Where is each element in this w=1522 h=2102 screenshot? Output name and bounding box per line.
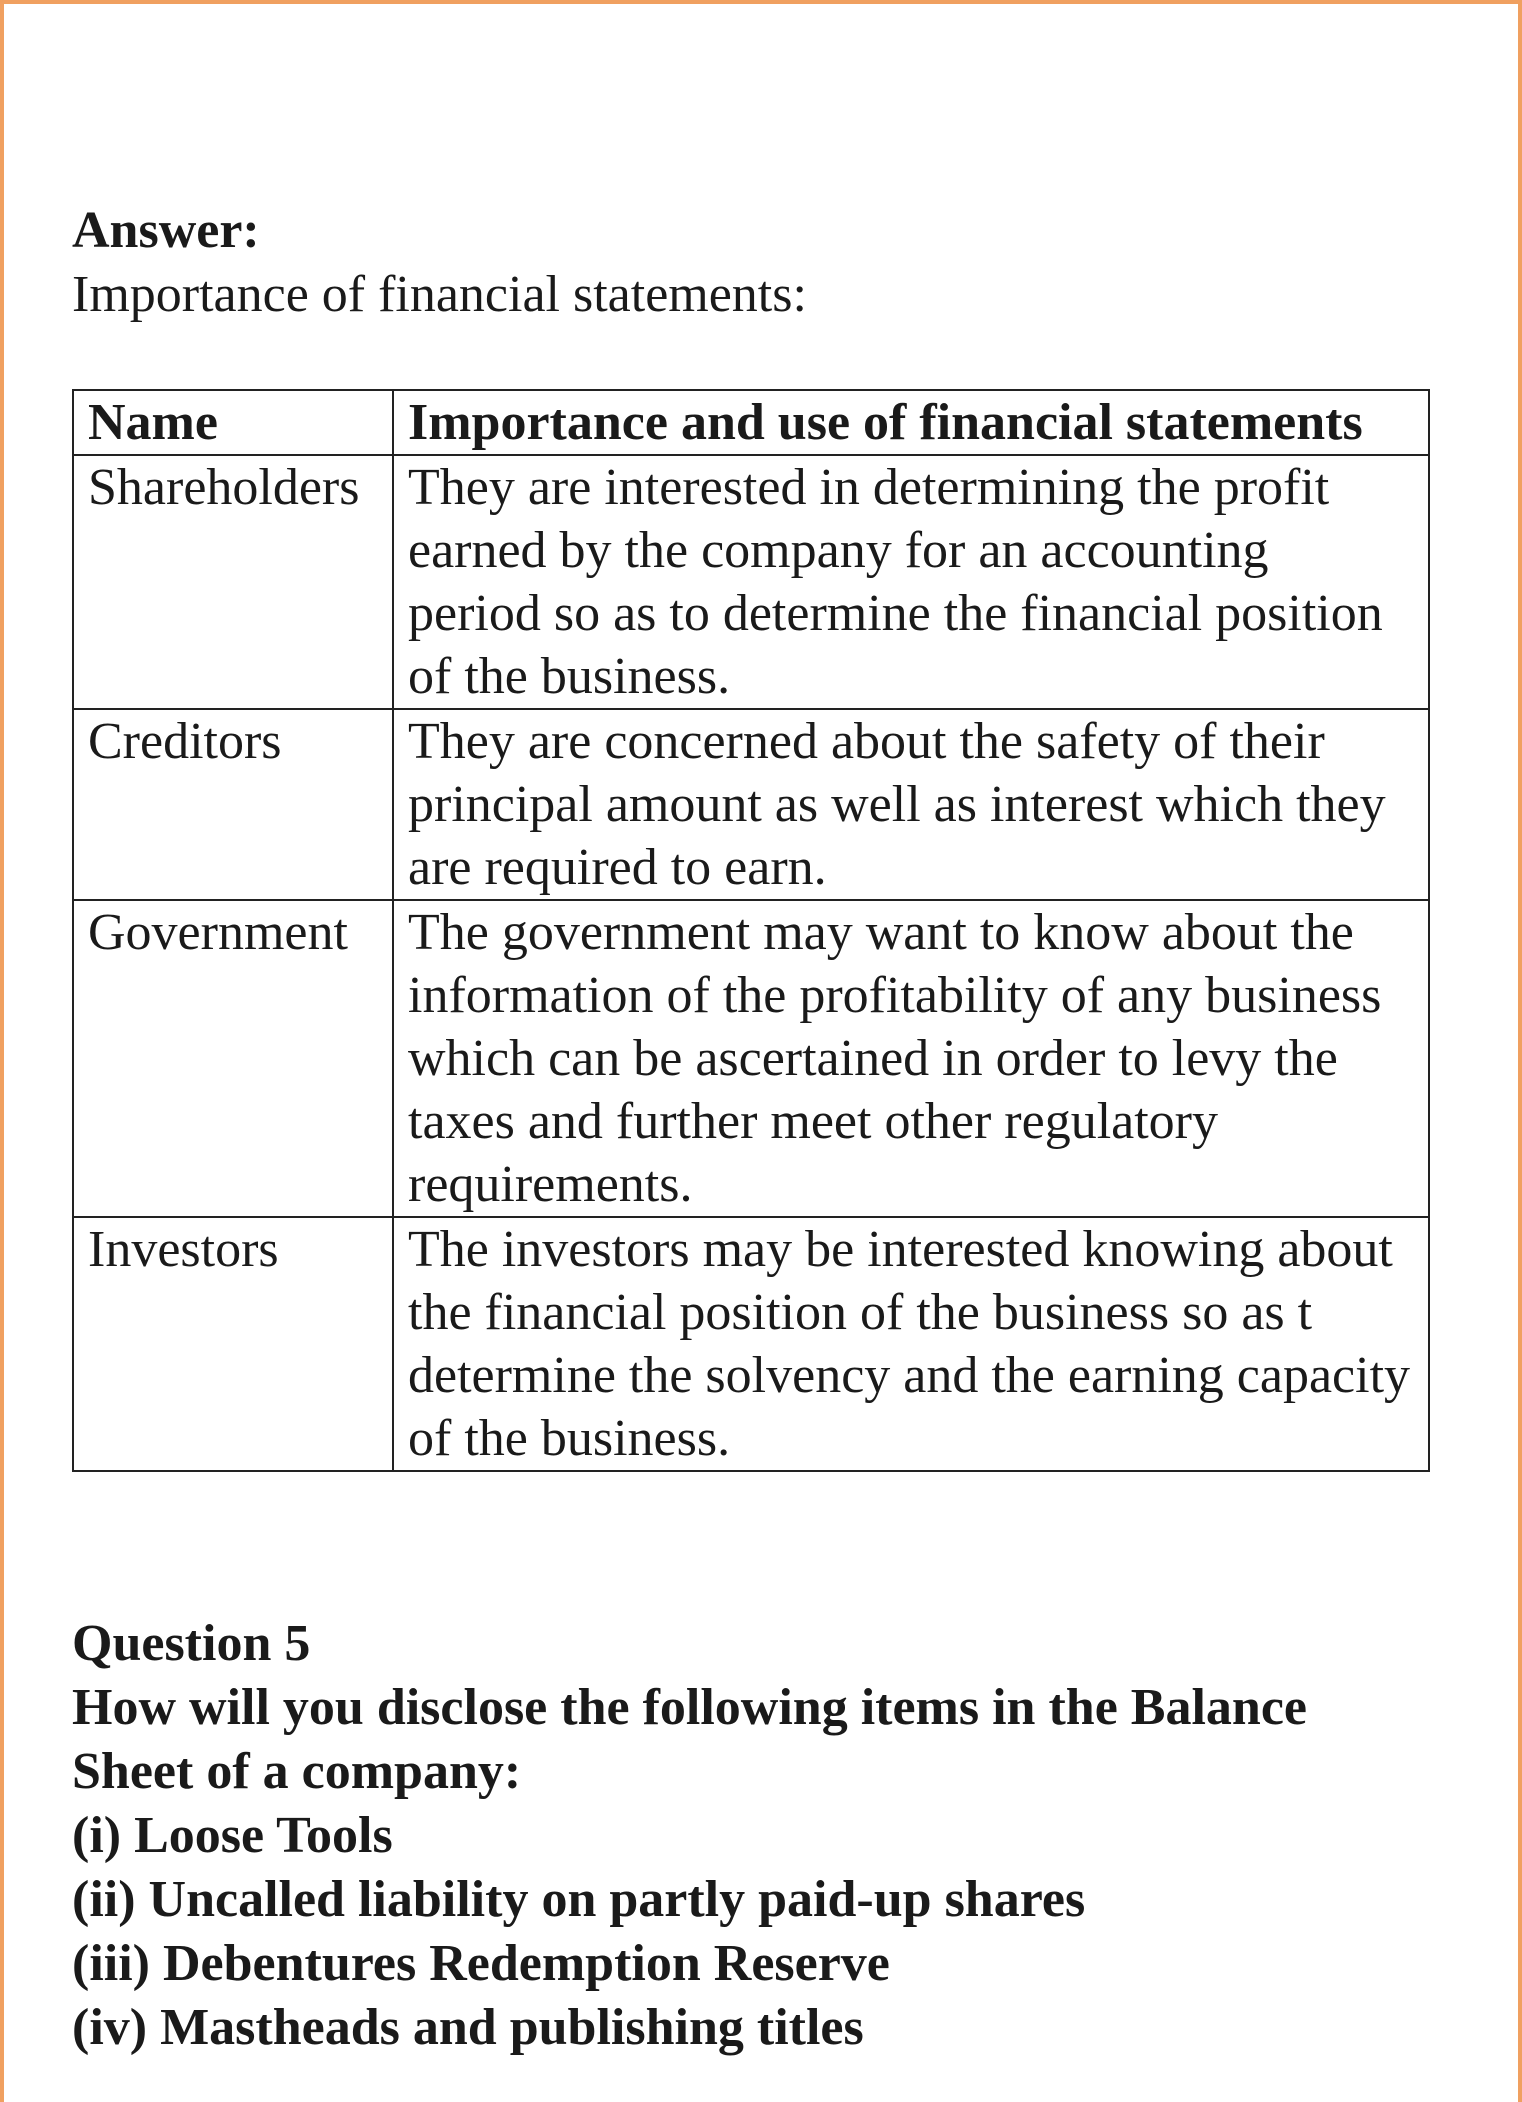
financial-statements-table: [72, 389, 1430, 1472]
question-item: (ii) Uncalled liability on partly paid-up shares: [72, 1871, 1086, 1928]
row-name: Government: [73, 900, 393, 1217]
question-item: (iii) Debentures Redemption Reserve: [72, 1935, 890, 1992]
question-title: Question 5: [72, 1615, 311, 1672]
header-importance: Importance and use of financial statements: [393, 390, 1429, 455]
question-item: (iv) Mastheads and publishing titles: [72, 1999, 864, 2056]
table-row: [73, 455, 1429, 709]
intro-text: Importance of financial statements:: [72, 266, 807, 323]
question-item: (i) Loose Tools: [72, 1807, 393, 1864]
table-row: [73, 709, 1429, 900]
table-row: [73, 1217, 1429, 1471]
question-prompt-line2: Sheet of a company:: [72, 1743, 522, 1800]
row-description: They are concerned about the safety of their principal amount as well as interest which they are required to earn.: [393, 709, 1429, 900]
table-row: [73, 900, 1429, 1217]
row-description: They are interested in determining the profit earned by the company for an accounting period so as to determine the financial position of the business.: [393, 455, 1429, 709]
row-name: Creditors: [73, 709, 393, 900]
row-description: The government may want to know about the information of the profitability of any business which can be ascertained in order to levy the taxes and further meet other regulatory requirements.: [393, 900, 1429, 1217]
table-header-row: [73, 390, 1429, 455]
row-description: The investors may be interested knowing about the financial position of the business so as t determine the solvency and the earning capacity of the business.: [393, 1217, 1429, 1471]
question-block: [72, 1612, 1462, 2060]
row-name: Investors: [73, 1217, 393, 1471]
question-prompt-line1: How will you disclose the following items in the Balance: [72, 1679, 1307, 1736]
row-name: Shareholders: [73, 455, 393, 709]
header-name: Name: [73, 390, 393, 455]
answer-heading: Answer:: [72, 202, 260, 259]
